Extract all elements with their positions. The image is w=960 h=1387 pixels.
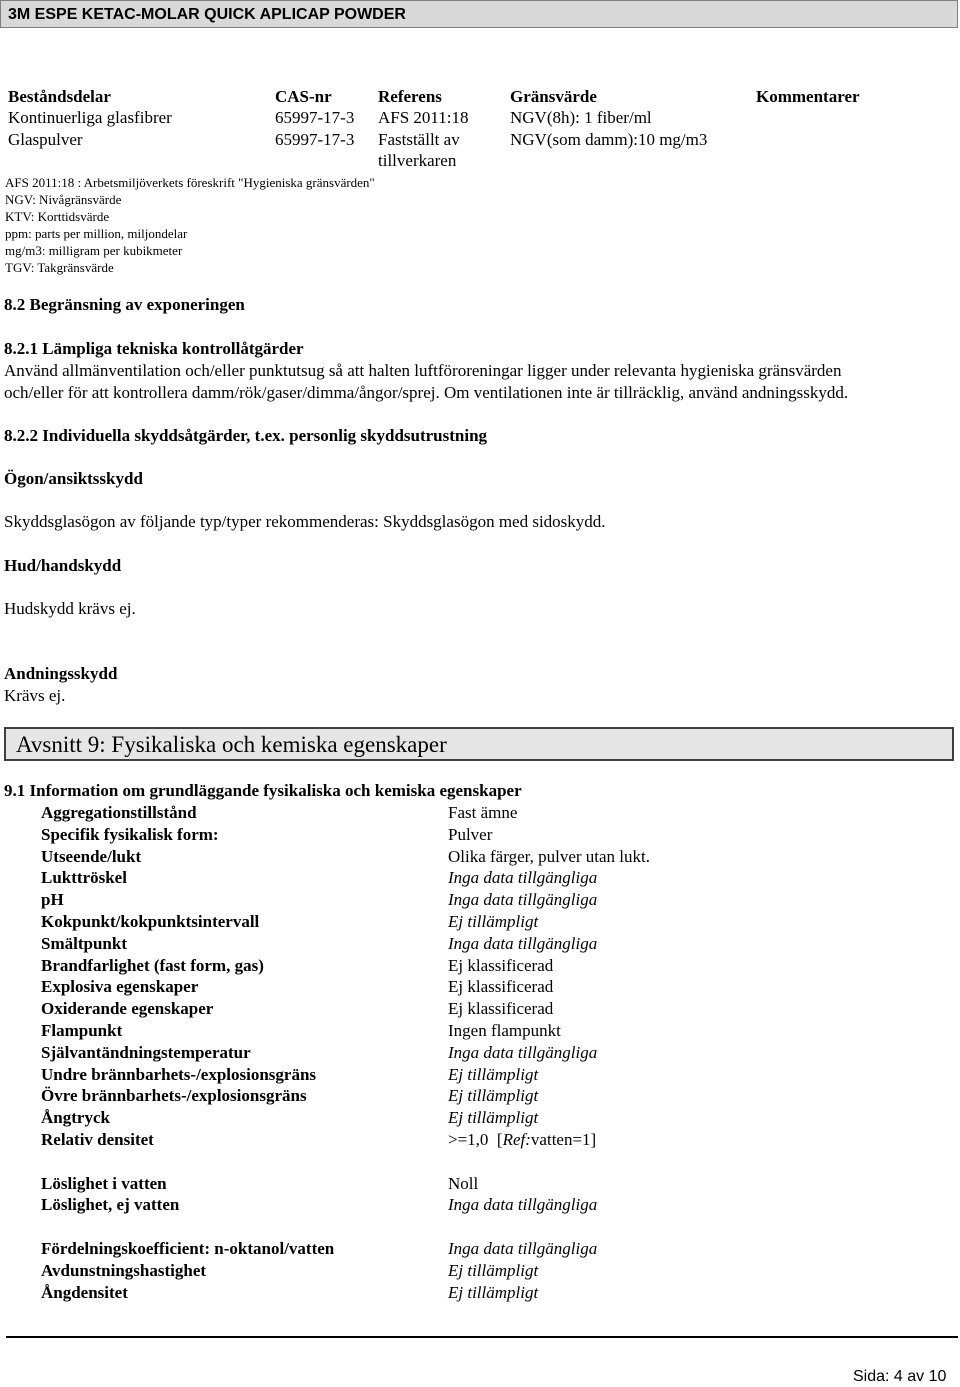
property-value: Noll [448,1173,479,1193]
property-value: Inga data tillgängliga [448,868,598,888]
table-cell: 65997-17-3 [275,130,355,149]
property-value: Inga data tillgängliga [448,1042,598,1062]
eye-protection-text: Skyddsglasögon av följande typ/typer rekommenderas: Skyddsglasögon med sidoskydd. [4,512,606,531]
section-8-2-1-text-cont: och/eller för att kontrollera damm/rök/gaser/dimma/ångor/sprej. Om ventilationen inte är tillräcklig, använd andningsskydd. [4,383,849,402]
document-header [0,0,958,28]
property-label: Fördelningskoefficient: n-oktanol/vatten [41,1239,335,1258]
property-value: Inga data tillgängliga [448,933,598,953]
property-value: Ej tillämpligt [448,1282,539,1302]
property-label: Flampunkt [41,1021,123,1040]
density-ref-label: Ref: [502,1130,531,1149]
property-label: Lukttröskel [41,868,127,888]
property-label: pH [41,890,64,910]
property-label: Avdunstningshastighet [41,1260,207,1280]
property-value: Pulver [448,824,493,844]
col-header-comments: Kommentarer [756,87,860,106]
property-value: Fast ämne [448,803,518,822]
property-label: Brandfarlighet (fast form, gas) [41,955,264,975]
product-title: 3M ESPE KETAC-MOLAR QUICK APLICAP POWDER [8,6,406,23]
skin-protection-text: Hudskydd krävs ej. [4,599,136,618]
col-header-cas: CAS-nr [275,87,332,106]
property-label: Specifik fysikalisk form: [41,824,219,844]
property-label: Relativ densitet [41,1130,154,1149]
abbreviation-item: ppm: parts per million, miljondelar [5,226,188,241]
property-label: Ångtryck [41,1108,110,1128]
property-value: Ej tillämpligt [448,912,539,931]
property-label: Undre brännbarhets-/explosionsgräns [41,1064,317,1084]
col-header-ingredients: Beståndsdelar [8,87,111,106]
abbreviation-item: TGV: Takgränsvärde [5,260,114,275]
density-value: >=1,0 [ [448,1130,503,1149]
property-label: Löslighet i vatten [41,1173,167,1193]
col-header-limit: Gränsvärde [510,87,597,106]
eye-protection-heading: Ögon/ansiktsskydd [4,469,143,488]
respiratory-protection-text: Krävs ej. [4,686,66,705]
property-value: Ej klassificerad [448,999,554,1019]
property-value: Inga data tillgängliga [448,890,598,910]
property-value: Ej tillämpligt [448,1260,539,1280]
property-value: Ej tillämpligt [448,1064,539,1084]
footer-divider [6,1336,958,1338]
property-value: Ej tillämpligt [448,1108,539,1128]
property-label: Utseende/lukt [41,846,142,866]
property-label: Smältpunkt [41,933,127,953]
property-label: Kokpunkt/kokpunktsintervall [41,912,260,931]
abbreviation-item: AFS 2011:18 : Arbetsmiljöverkets föreskrift "Hygieniska gränsvärden" [5,175,375,190]
property-label: Löslighet, ej vatten [41,1195,180,1215]
section-8-2-heading: 8.2 Begränsning av exponeringen [4,295,245,314]
section-8-2-2-heading: 8.2.2 Individuella skyddsåtgärder, t.ex. personlig skyddsutrustning [4,426,488,445]
page-number: Sida: 4 av 10 [853,1368,947,1385]
property-value: Ej tillämpligt [448,1086,539,1106]
table-cell: Kontinuerliga glasfibrer [8,108,172,127]
property-value: Ej klassificerad [448,955,554,975]
property-value: Ej klassificerad [448,977,554,997]
section-8-2-1-text: Använd allmänventilation och/eller punktutsug så att halten luftföroreningar ligger under relevanta hygieniska gränsvärden [4,361,842,380]
property-label: Självantändningstemperatur [41,1042,251,1062]
property-label: Ångdensitet [41,1282,128,1302]
property-value: Ingen flampunkt [448,1021,561,1040]
skin-protection-heading: Hud/handskydd [4,556,122,575]
section-9-1-heading: 9.1 Information om grundläggande fysikaliska och kemiska egenskaper [4,781,522,800]
table-cell: NGV(8h): 1 fiber/ml [510,108,652,127]
col-header-reference: Referens [378,87,442,106]
table-cell: tillverkaren [378,151,457,170]
respiratory-protection-heading: Andningsskydd [4,664,118,683]
table-cell: NGV(som damm):10 mg/m3 [510,130,708,149]
table-cell: AFS 2011:18 [378,108,469,127]
density-ref-value: vatten=1] [530,1130,597,1149]
abbreviation-item: KTV: Korttidsvärde [5,209,110,224]
abbreviation-item: NGV: Nivågränsvärde [5,192,122,207]
table-cell: 65997-17-3 [275,108,355,127]
section-9-title-box [4,727,954,761]
property-label: Explosiva egenskaper [41,977,199,997]
section-8-2-1-heading: 8.2.1 Lämpliga tekniska kontrollåtgärder [4,339,304,358]
property-value: Olika färger, pulver utan lukt. [448,846,650,866]
abbreviation-item: mg/m3: milligram per kubikmeter [5,243,183,258]
property-label: Oxiderande egenskaper [41,999,214,1019]
property-label: Aggregationstillstånd [41,803,197,822]
property-value: Inga data tillgängliga [448,1239,598,1258]
property-value [448,1130,596,1150]
section-9-title: Avsnitt 9: Fysikaliska och kemiska egenskaper [16,732,447,757]
table-cell: Fastställt av [378,130,460,149]
property-value: Inga data tillgängliga [448,1195,598,1215]
table-cell: Glaspulver [8,130,83,149]
property-label: Övre brännbarhets-/explosionsgräns [41,1086,307,1106]
